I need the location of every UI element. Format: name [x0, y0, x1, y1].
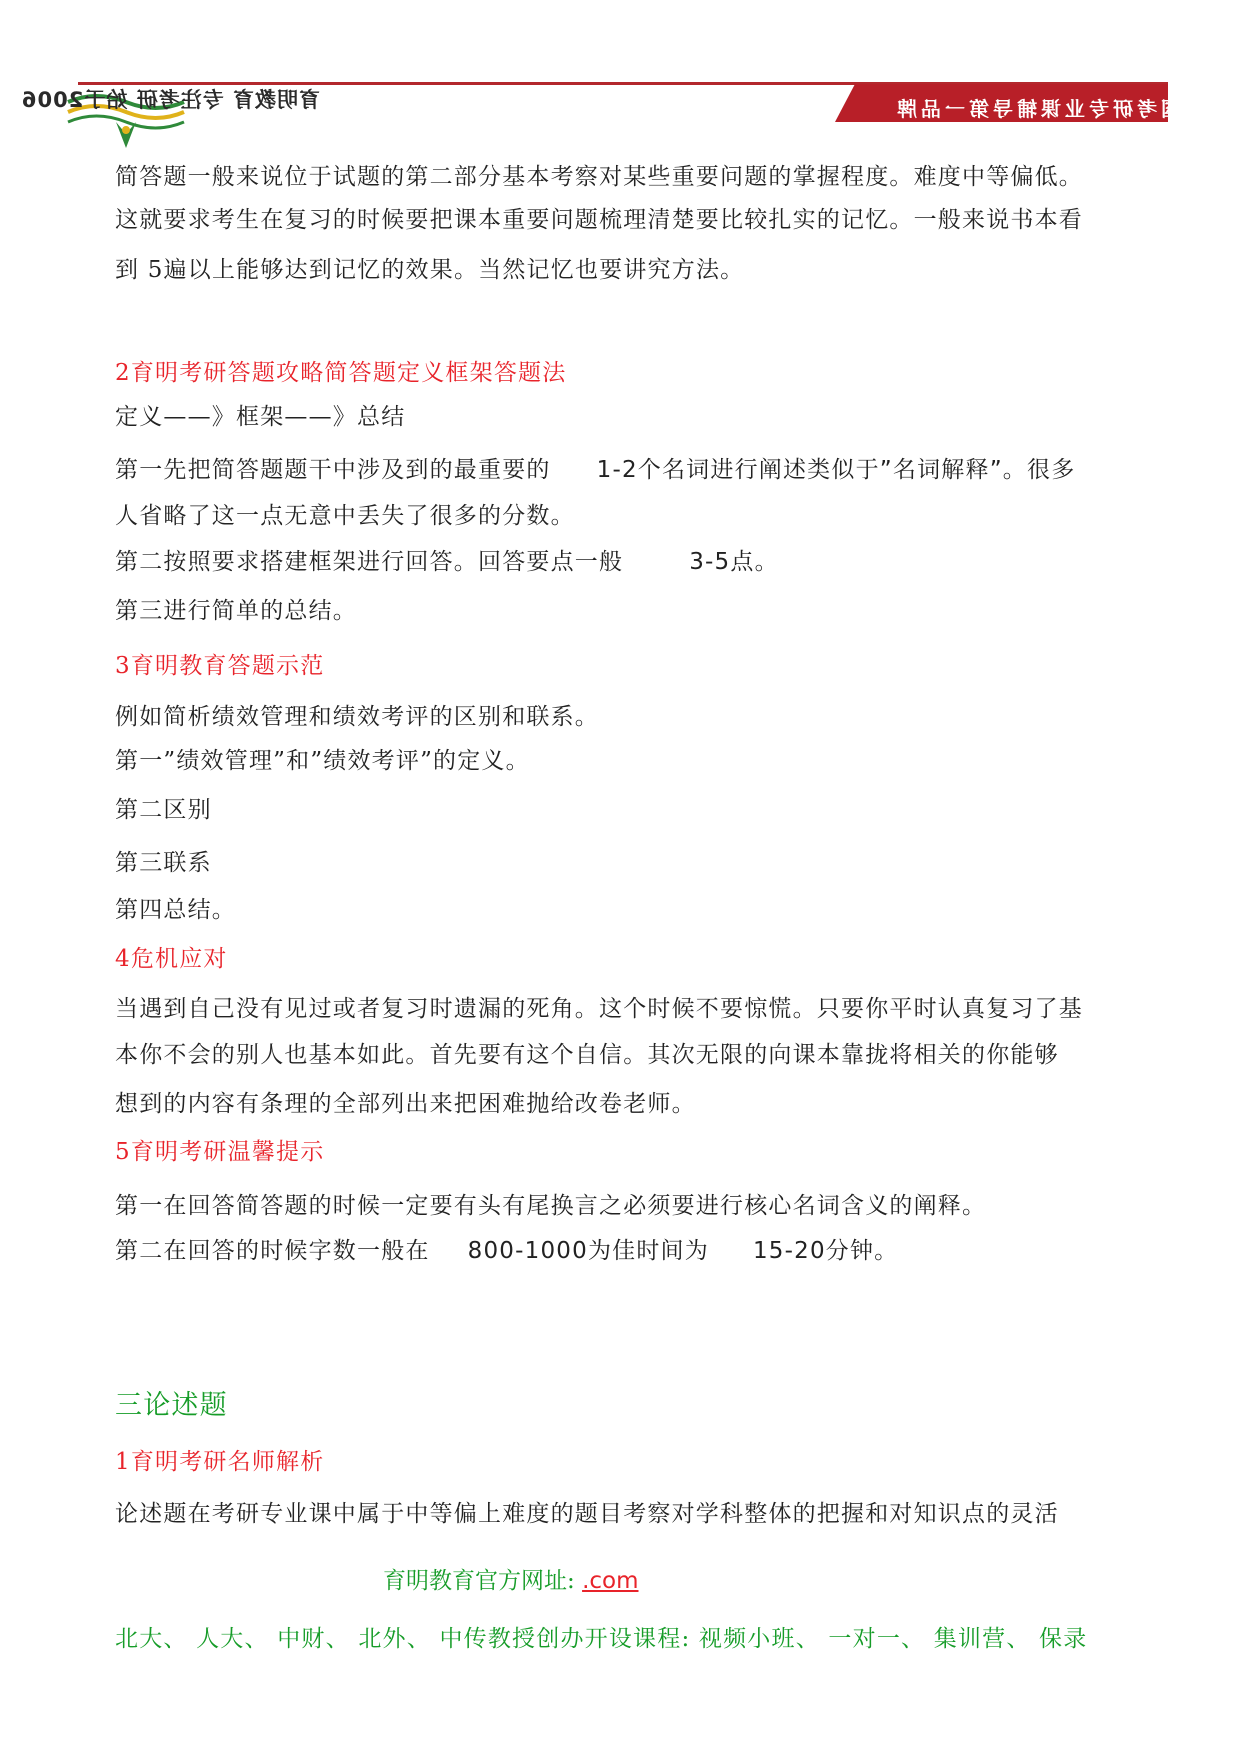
text-run: 15-20分钟。	[752, 1238, 899, 1264]
section-heading: 2育明考研答题攻略简答题定义框架答题法	[115, 360, 567, 386]
chapter-heading: 三论述题	[115, 1390, 228, 1421]
section-heading: 4危机应对	[115, 946, 228, 972]
paragraph-line	[115, 1232, 898, 1265]
website-link[interactable]: .com	[582, 1568, 639, 1594]
paragraph-line: 第一”绩效管理”和”绩效考评”的定义。	[115, 748, 530, 774]
footer-website	[383, 1562, 639, 1595]
paragraph-line: 想到的内容有条理的全部列出来把困难抛给改卷老师。	[115, 1091, 696, 1117]
paragraph-line	[115, 451, 1075, 484]
brand-text: 育明教育 专注考研 始于2006	[20, 88, 320, 112]
text-run: 第二在回答的时候字数一般在	[115, 1238, 430, 1264]
website-label: 育明教育官方网址:	[383, 1568, 575, 1594]
footer-courses: 北大、 人大、 中财、 北外、 中传教授创办开设课程: 视频小班、 一对一、 集训营、 保录	[115, 1626, 1088, 1652]
paragraph-line: 到 5遍以上能够达到记忆的效果。当然记忆也要讲究方法。	[115, 257, 745, 283]
paragraph-line: 第三联系	[115, 850, 212, 876]
paragraph-line: 第三进行简单的总结。	[115, 598, 357, 624]
header-slogan: 中国考研专业课辅导第一品牌	[893, 97, 1205, 121]
paragraph-line: 第一在回答简答题的时候一定要有头有尾换言之必须要进行核心名词含义的阐释。	[115, 1193, 987, 1219]
text-run: 800-1000为佳时间为	[467, 1238, 709, 1264]
section-heading: 1育明考研名师解析	[115, 1449, 325, 1475]
paragraph-line: 简答题一般来说位于试题的第二部分基本考察对某些重要问题的掌握程度。难度中等偏低。	[115, 164, 1083, 190]
section-heading: 5育明考研温馨提示	[115, 1139, 325, 1165]
paragraph-line: 本你不会的别人也基本如此。首先要有这个自信。其次无限的向课本靠拢将相关的你能够	[115, 1042, 1059, 1068]
text-run: 1-2个名词进行阐述类似于”名词解释”。很多	[596, 457, 1076, 483]
paragraph-line: 人省略了这一点无意中丢失了很多的分数。	[115, 503, 575, 529]
text-run: 第二按照要求搭建框架进行回答。回答要点一般	[115, 549, 624, 575]
paragraph-line: 例如简析绩效管理和绩效考评的区别和联系。	[115, 704, 599, 730]
text-run: 3-5点。	[689, 549, 779, 575]
page-header	[0, 0, 1240, 150]
section-heading: 3育明教育答题示范	[115, 653, 325, 679]
paragraph-line: 论述题在考研专业课中属于中等偏上难度的题目考察对学科整体的把握和对知识点的灵活	[115, 1501, 1059, 1527]
paragraph-line: 第四总结。	[115, 897, 236, 923]
text-run: 第一先把简答题题干中涉及到的最重要的	[115, 457, 551, 483]
paragraph-line: 这就要求考生在复习的时候要把课本重要问题梳理清楚要比较扎实的记忆。一般来说书本看	[115, 207, 1083, 233]
paragraph-line: 第二区别	[115, 797, 212, 823]
formula-line: 定义——》框架——》总结	[115, 404, 406, 430]
paragraph-line	[115, 543, 779, 576]
paragraph-line: 当遇到自己没有见过或者复习时遗漏的死角。这个时候不要惊慌。只要你平时认真复习了基	[115, 996, 1083, 1022]
